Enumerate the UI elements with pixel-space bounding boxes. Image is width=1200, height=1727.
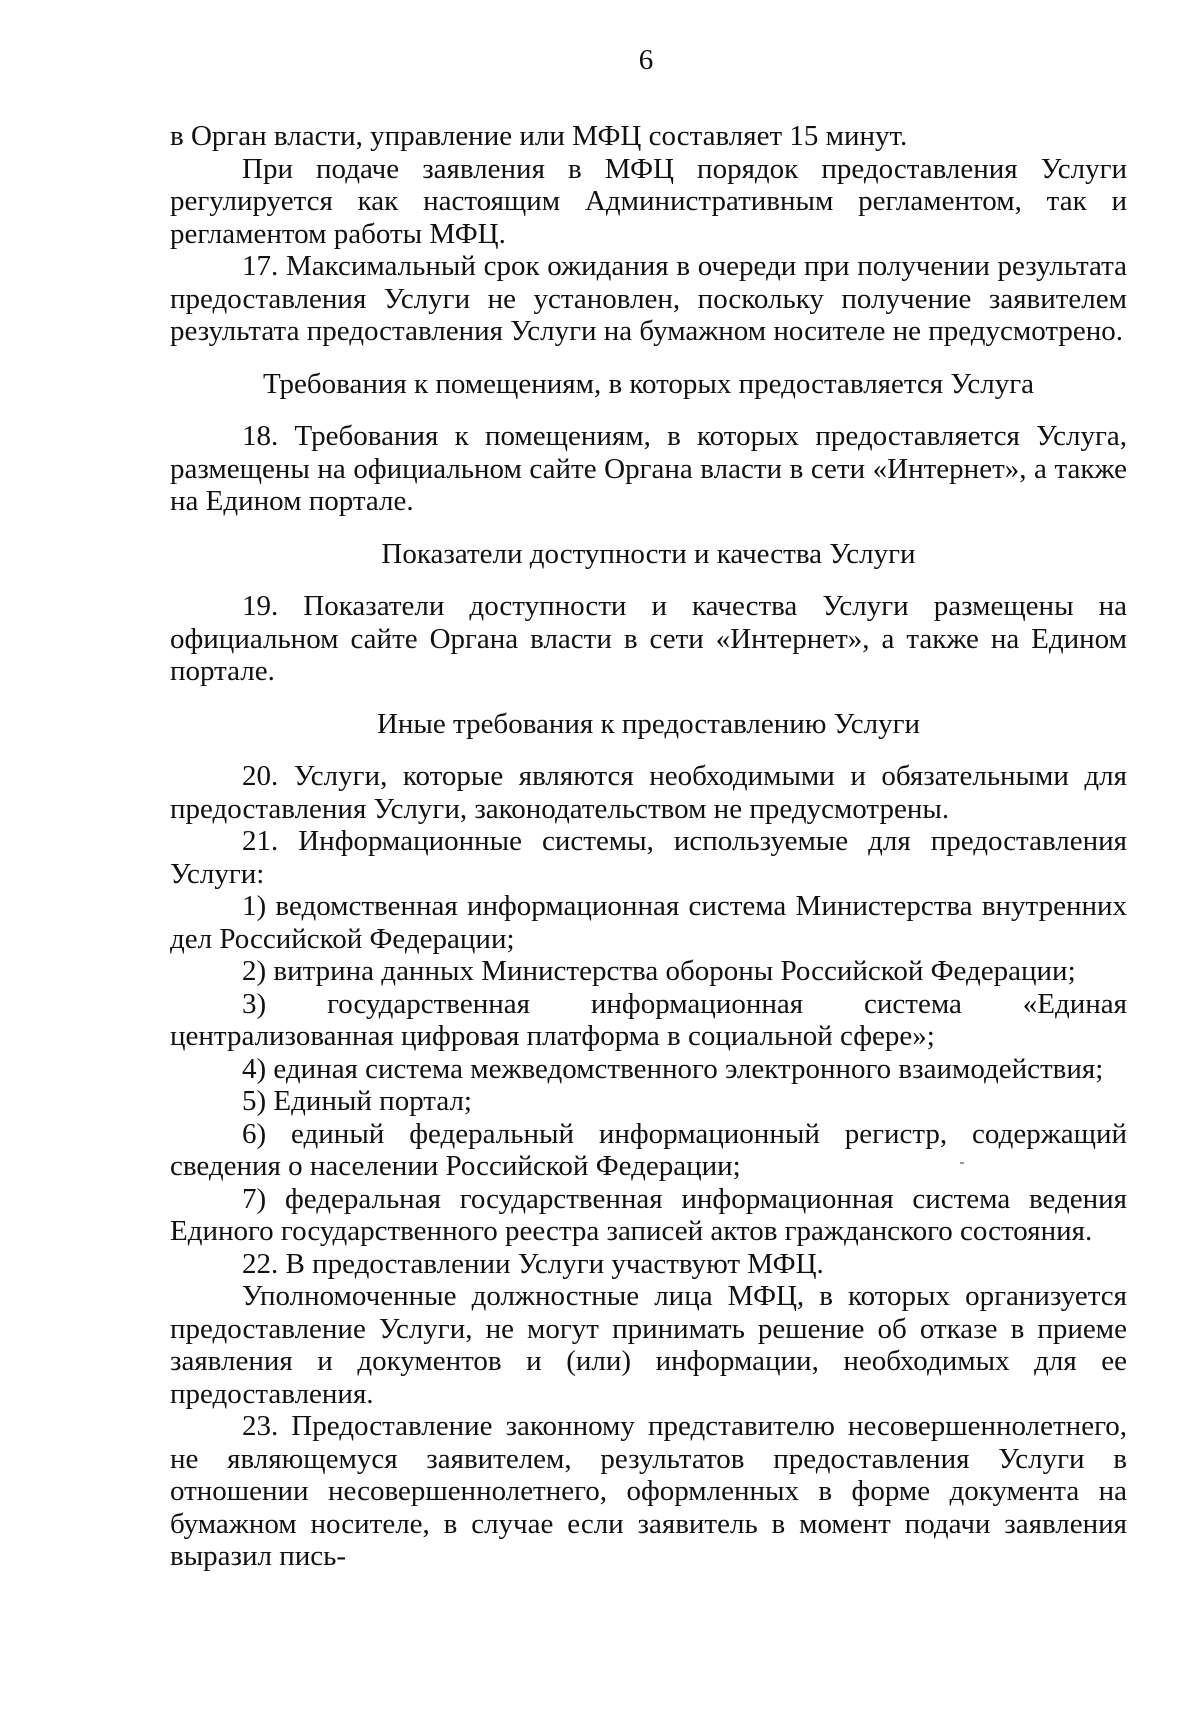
list-item-4: 4) единая система межведомственного электронного взаимодействия; [242,1052,1104,1085]
page-number: 6 [638,44,654,76]
paragraph-23: 23. Предоставление законному представителю несовершеннолетнего, не являющемуся заявителем, результатов предоставления Услуги в отношении несовершеннолетнего, оформленных в форме документа на бумажном носителе, в случае если заявитель в момент подачи заявления выразил пись- [170,1410,1127,1572]
paragraph-19: 19. Показатели доступности и качества Услуги размещены на официальном сайте Органа власти в сети «Интернет», а также на Едином портале. [170,590,1127,687]
paragraph-21: 21. Информационные системы, используемые для предоставления Услуги: [170,825,1127,890]
paragraph-20: 20. Услуги, которые являются необходимыми и обязательными для предоставления Услуги, законодательством не предусмотрены. [170,760,1127,825]
list-item-7: 7) федеральная государственная информационная система ведения Единого государственного реестра записей актов гражданского состояния. [170,1182,1127,1247]
paragraph-18: 18. Требования к помещениям, в которых предоставляется Услуга, размещены на официальном сайте Органа власти в сети «Интернет», а также на Едином портале. [170,420,1127,517]
list-item-6: 6) единый федеральный информационный регистр, содержащий сведения о населении Российской Федерации; [170,1117,1127,1182]
paragraph-mfc-regulation: При подаче заявления в МФЦ порядок предоставления Услуги регулируется как настоящим Административным регламентом, так и регламентом работы МФЦ. [170,152,1127,250]
section-heading-other-requirements: Иные требования к предоставлению Услуги [376,707,921,740]
list-item-2: 2) витрина данных Министерства обороны Российской Федерации; [242,955,1076,987]
document-body [170,120,1127,1573]
paragraph-intro-continuation: в Орган власти, управление или МФЦ составляет 15 минут. [170,120,908,152]
list-item-1: 1) ведомственная информационная система Министерства внутренних дел Российской Федерации; [170,890,1127,955]
list-item-3: 3) государственная информационная система «Единая централизованная цифровая платформа в социальной сфере»; [170,987,1127,1052]
paragraph-authorized-officials: Уполномоченные должностные лица МФЦ, в которых организуется предоставление Услуги, не могут принимать решение об отказе в приеме заявления и документов и (или) информации, необходимых для ее предоставления. [170,1280,1127,1410]
section-heading-accessibility: Показатели доступности и качества Услуги [381,537,916,570]
section-heading-premises: Требования к помещениям, в которых предоставляется Услуга [262,367,1035,400]
paragraph-17: 17. Максимальный срок ожидания в очереди при получении результата предоставления Услуги не установлен, поскольку получение заявителем результата предоставления Услуги на бумажном носителе не предусмотрено. [170,250,1127,347]
paragraph-22: 22. В предоставлении Услуги участвуют МФЦ. [242,1247,824,1280]
scan-speck [960,1162,964,1164]
list-item-5: 5) Единый портал; [242,1085,472,1117]
